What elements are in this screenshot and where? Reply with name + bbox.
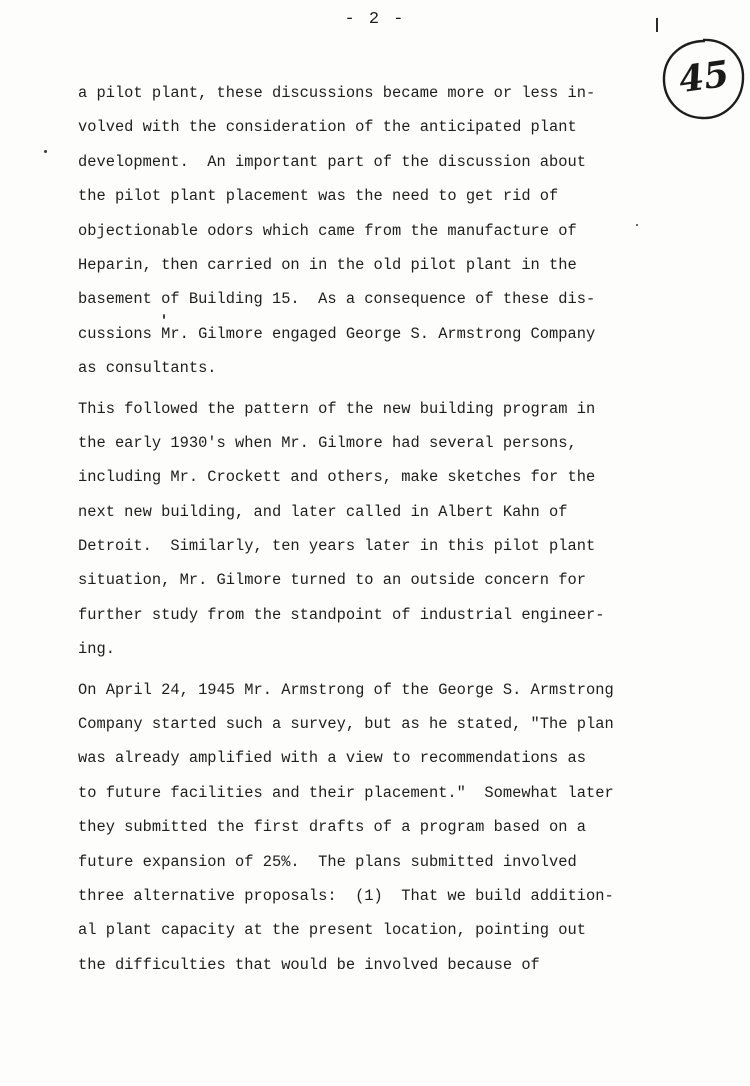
text-line: next new building, and later called in Albert Kahn of [78,502,568,521]
paragraph-2 [78,392,698,667]
paragraph-3 [78,673,698,983]
text-line: a pilot plant, these discussions became more or less in- [78,84,596,102]
text-line: objectionable odors which came from the manufacture of [78,221,577,240]
text-line: Heparin, then carried on in the old pilot plant in the [78,255,577,274]
text-line: This followed the pattern of the new building program in [78,399,596,418]
paper-speck [163,314,165,319]
text-line: further study from the standpoint of industrial engineer- [78,605,605,624]
text-line: three alternative proposals: (1) That we build addition- [78,886,614,905]
margin-tick-mark [656,18,658,32]
text-line: al plant capacity at the present location, pointing out [78,921,586,940]
text-line: to future facilities and their placement." Somewhat later [78,783,614,802]
text-line: development. An important part of the discussion about [78,152,586,171]
text-line: Company started such a survey, but as he stated, "The plan [78,715,614,734]
text-line: volved with the consideration of the anticipated plant [78,118,577,137]
text-line: including Mr. Crockett and others, make sketches for the [78,468,596,487]
paragraph-1 [78,76,698,386]
paper-speck [44,150,47,153]
text-line: they submitted the first drafts of a program based on a [78,818,586,837]
document-body [78,76,698,982]
text-line: cussions Mr. Gilmore engaged George S. Armstrong Company [78,324,596,343]
text-line: On April 24, 1945 Mr. Armstrong of the George S. Armstrong [78,680,614,699]
text-line: ing. [78,640,115,659]
folio-number: 45 [676,52,732,102]
text-line: basement of Building 15. As a consequence of these dis- [78,290,596,309]
text-line: situation, Mr. Gilmore turned to an outside concern for [78,571,586,590]
text-line: future expansion of 25%. The plans submitted involved [78,852,577,871]
text-line: the pilot plant placement was the need to get rid of [78,187,559,206]
text-line: Detroit. Similarly, ten years later in this pilot plant [78,537,596,556]
text-line: as consultants. [78,359,217,378]
text-line: the early 1930's when Mr. Gilmore had several persons, [78,433,577,452]
paper-speck [636,224,638,226]
text-line: was already amplified with a view to recommendations as [78,749,586,768]
text-line: the difficulties that would be involved because of [78,955,540,974]
page-number: - 2 - [344,10,406,29]
